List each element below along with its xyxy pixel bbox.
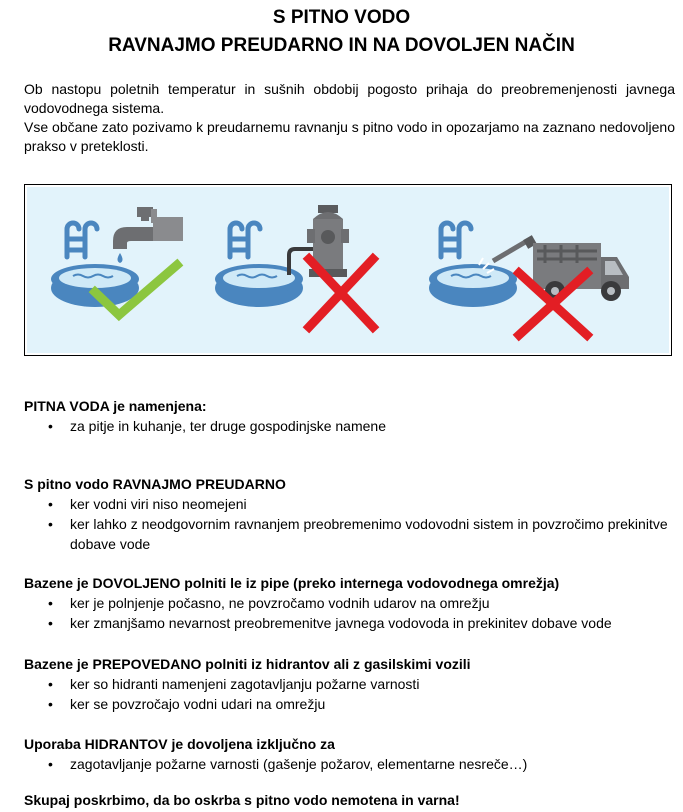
- bullet-marker: •: [48, 418, 53, 434]
- bullet-marker: •: [48, 676, 53, 692]
- bullet-list: [24, 416, 675, 436]
- list-item: [24, 694, 675, 714]
- pool-with-tap-icon: [51, 207, 183, 307]
- bullet-list: [24, 674, 675, 714]
- section-pitna-voda: [24, 396, 675, 436]
- intro-paragraph-1: Ob nastopu poletnih temperatur in sušnih obdobij pogosto prihaja do preobremenjenosti javnega vodovodnega sistema.: [24, 81, 675, 116]
- section-bazene-dovoljeno: [24, 573, 675, 633]
- bullet-marker: •: [48, 756, 53, 772]
- list-item: [24, 416, 675, 436]
- section-bazene-prepovedano: [24, 654, 675, 714]
- closing-statement: Skupaj poskrbimo, da bo oskrba s pitno vodo nemotena in varna!: [24, 792, 460, 808]
- bullet-marker: •: [48, 516, 53, 532]
- list-item: [24, 494, 675, 514]
- bullet-list: [24, 593, 675, 633]
- bullet-list: [24, 754, 675, 774]
- bullet-list: [24, 494, 675, 554]
- list-item-text: ker so hidranti namenjeni zagotavljanju požarne varnosti: [70, 676, 420, 692]
- illustration-svg: [27, 187, 669, 353]
- page-title-line1: S PITNO VODO: [272, 7, 411, 28]
- list-item: [24, 593, 675, 613]
- section-heading: Uporaba HIDRANTOV je dovoljena izključno za: [24, 736, 335, 752]
- pool-with-fire-truck-icon: [429, 223, 629, 307]
- pool-with-hydrant-icon: [215, 205, 349, 307]
- list-item-text: ker lahko z neodgovornim ravnanjem preobremenimo vodovodni sistem in povzročimo prekinitve dobave vode: [70, 516, 668, 552]
- list-item: [24, 613, 675, 633]
- list-item-text: zagotavljanje požarne varnosti (gašenje požarov, elementarne nesreče…): [70, 756, 528, 772]
- section-heading: Bazene je PREPOVEDANO polniti iz hidrantov ali z gasilskimi vozili: [24, 656, 471, 672]
- list-item: [24, 514, 675, 554]
- bullet-marker: •: [48, 496, 53, 512]
- list-item-text: ker je polnjenje počasno, ne povzročamo vodnih udarov na omrežju: [70, 595, 490, 611]
- bullet-marker: •: [48, 696, 53, 712]
- section-heading: Bazene je DOVOLJENO polniti le iz pipe (preko internega vodovodnega omrežja): [24, 575, 560, 591]
- list-item-text: ker se povzročajo vodni udari na omrežju: [70, 696, 326, 712]
- intro-text: [24, 80, 675, 156]
- list-item-text: ker zmanjšamo nevarnost preobremenitve javnega vodovoda in prekinitev dobave vode: [70, 615, 612, 631]
- illustration-box: [24, 184, 672, 356]
- section-ravnajmo-preudarno: [24, 474, 675, 554]
- bullet-marker: •: [48, 595, 53, 611]
- intro-paragraph-2: Vse občane zato pozivamo k preudarnemu ravnanju s pitno vodo in opozarjamo na zaznano nedovoljeno prakso v preteklosti.: [24, 119, 675, 154]
- bullet-marker: •: [48, 615, 53, 631]
- section-heading: PITNA VODA je namenjena:: [24, 398, 207, 414]
- section-uporaba-hidrantov: [24, 734, 675, 774]
- section-heading: S pitno vodo RAVNAJMO PREUDARNO: [24, 476, 286, 492]
- list-item: [24, 674, 675, 694]
- list-item-text: ker vodni viri niso neomejeni: [70, 496, 247, 512]
- list-item: [24, 754, 675, 774]
- page-title-line2: RAVNAJMO PREUDARNO IN NA DOVOLJEN NAČIN: [108, 35, 575, 56]
- list-item-text: za pitje in kuhanje, ter druge gospodinjske namene: [70, 418, 386, 434]
- illustration-background: [27, 187, 669, 353]
